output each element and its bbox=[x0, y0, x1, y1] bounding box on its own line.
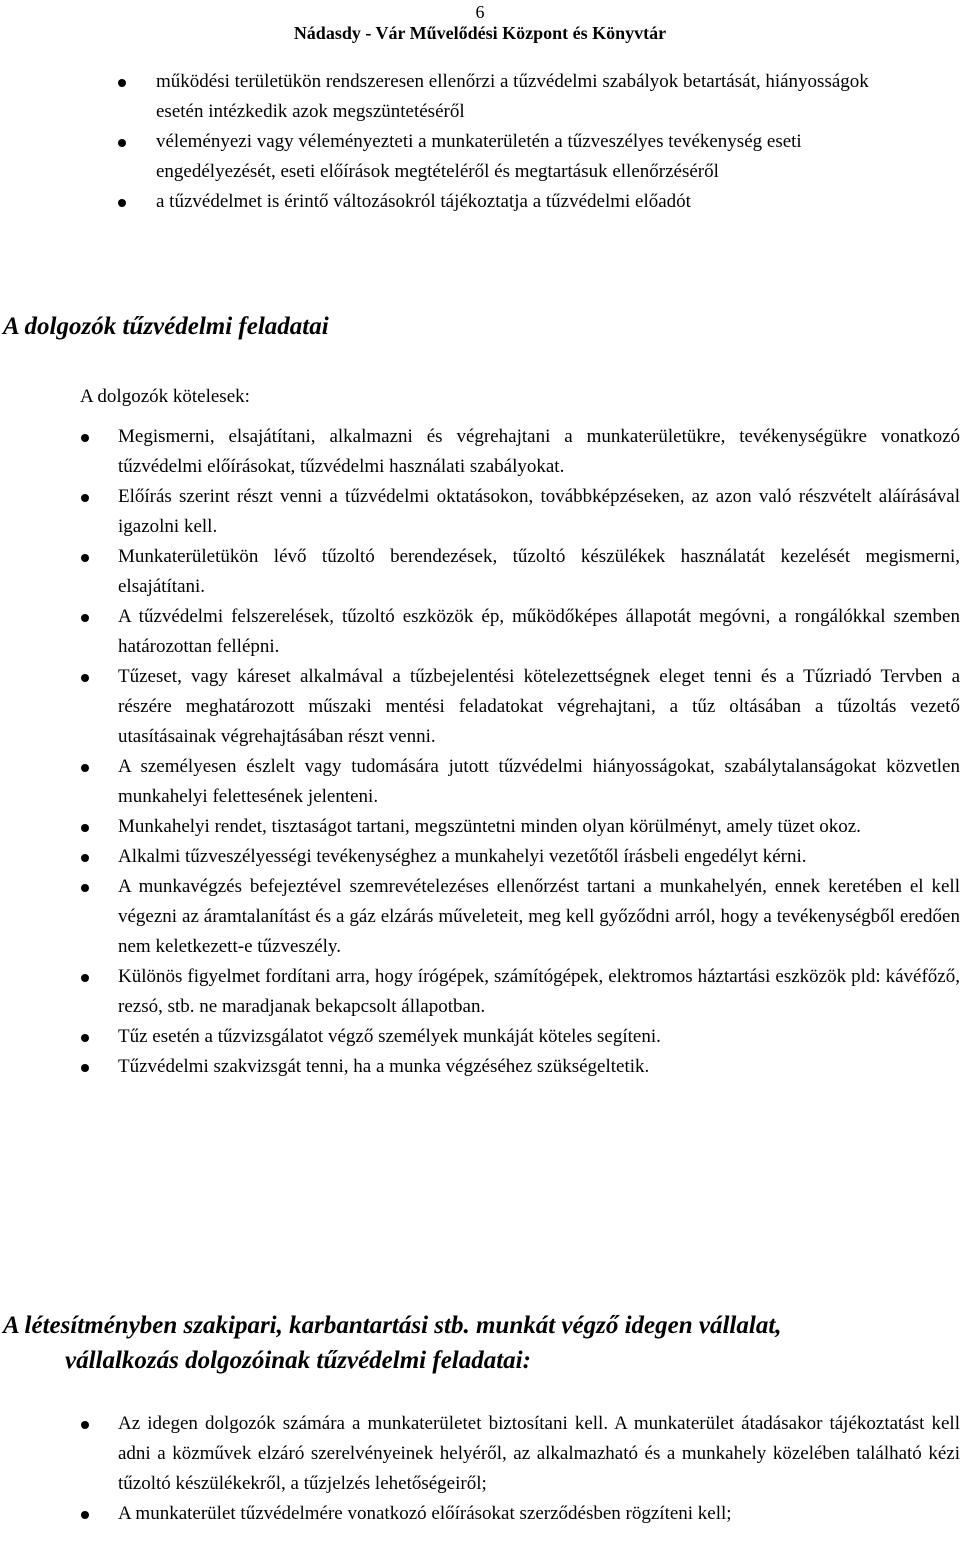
bullet-icon bbox=[81, 1511, 89, 1519]
list-item: Előírás szerint részt venni a tűzvédelmi oktatásokon, továbbképzéseken, az azon való részvételt aláírásával igazolni kell. bbox=[118, 482, 960, 542]
section-title-external bbox=[3, 1308, 933, 1378]
bullet-icon bbox=[81, 824, 89, 832]
list-item: Tűzvédelmi szakvizsgát tenni, ha a munka végzéséhez szükségeltetik. bbox=[118, 1052, 960, 1082]
list-item: Alkalmi tűzveszélyességi tevékenységhez a munkahelyi vezetőtől írásbeli engedélyt kérni. bbox=[118, 842, 960, 872]
section-title-external-line1: A létesítményben szakipari, karbantartási stb. munkát végző idegen vállalat, bbox=[3, 1312, 782, 1339]
bullet-icon bbox=[81, 494, 89, 502]
list-item: véleményezi vagy véleményezteti a munkaterületén a tűzveszélyes tevékenység eseti engedélyezését, eseti előírások megtételéről és megtartásuk ellenőrzéséről bbox=[156, 127, 876, 187]
list-item: A munkavégzés befejeztével szemrevételezéses ellenőrzést tartani a munkahelyén, ennek keretében el kell végezni az áramtalanítást és a gáz elzárás műveleteit, meg kell győződni arról, hogy a tevékenységből eredően nem keletkezett-e tűzveszély. bbox=[118, 872, 960, 962]
organization-name: Nádasdy - Vár Művelődési Központ és Könyvtár bbox=[293, 23, 667, 43]
list-item: Az idegen dolgozók számára a munkaterületet biztosítani kell. A munkaterület átadásakor tájékoztatást kell adni a közművek elzáró szerelvényeinek helyéről, az alkalmazható és a munkahely közelében található kézi tűzoltó készülékekről, a tűzjelzés lehetőségeiről; bbox=[118, 1409, 960, 1499]
list-item: Különös figyelmet fordítani arra, hogy írógépek, számítógépek, elektromos háztartási eszközök pld: kávéfőző, rezsó, stb. ne maradjanak bekapcsolt állapotban. bbox=[118, 962, 960, 1022]
bullet-icon bbox=[81, 674, 89, 682]
list-item: Munkaterületükön lévő tűzoltó berendezések, tűzoltó készülékek használatát kezelését megismerni, elsajátítani. bbox=[118, 542, 960, 602]
external-bullet-list bbox=[118, 1409, 960, 1529]
list-item: Tűz esetén a tűzvizsgálatot végző személyek munkáját köteles segíteni. bbox=[118, 1022, 960, 1052]
list-item: A munkaterület tűzvédelmére vonatkozó előírásokat szerződésben rögzíteni kell; bbox=[118, 1499, 960, 1529]
bullet-icon bbox=[81, 614, 89, 622]
bullet-icon bbox=[81, 1064, 89, 1072]
workers-bullet-list bbox=[118, 422, 960, 1082]
bullet-icon bbox=[81, 434, 89, 442]
bullet-icon bbox=[118, 139, 126, 147]
section-title-workers: A dolgozók tűzvédelmi feladatai bbox=[3, 313, 329, 340]
list-item: Tűzeset, vagy káreset alkalmával a tűzbejelentési kötelezettségnek eleget tenni és a Tűzriadó Tervben a részére meghatározott műszaki mentési feladatokat végrehajtani, a tűz oltásában a tűzoltás vezető utasításainak végrehajtásában részt venni. bbox=[118, 662, 960, 752]
list-item: működési területükön rendszeresen ellenőrzi a tűzvédelmi szabályok betartását, hiányosságok esetén intézkedik azok megszüntetéséről bbox=[156, 67, 876, 127]
section-title-external-line2: vállalkozás dolgozóinak tűzvédelmi feladatai: bbox=[65, 1347, 531, 1374]
list-item: A tűzvédelmi felszerelések, tűzoltó eszközök ép, működőképes állapotát megóvni, a rongálókkal szemben határozottan fellépni. bbox=[118, 602, 960, 662]
workers-intro: A dolgozók kötelesek: bbox=[80, 386, 250, 407]
list-item: Megismerni, elsajátítani, alkalmazni és végrehajtani a munkaterületükre, tevékenységükre vonatkozó tűzvédelmi előírásokat, tűzvédelmi használati szabályokat. bbox=[118, 422, 960, 482]
bullet-icon bbox=[118, 199, 126, 207]
bullet-icon bbox=[81, 854, 89, 862]
bullet-icon bbox=[118, 79, 126, 87]
page-number: 6 bbox=[475, 2, 485, 22]
bullet-icon bbox=[81, 764, 89, 772]
list-item: A személyesen észlelt vagy tudomására jutott tűzvédelmi hiányosságokat, szabálytalanságokat közvetlen munkahelyi felettesének jelenteni. bbox=[118, 752, 960, 812]
page-header bbox=[0, 0, 960, 44]
bullet-icon bbox=[81, 974, 89, 982]
bullet-icon bbox=[81, 1421, 89, 1429]
list-item: Munkahelyi rendet, tisztaságot tartani, megszüntetni minden olyan körülményt, amely tüzet okoz. bbox=[118, 812, 960, 842]
bullet-icon bbox=[81, 884, 89, 892]
top-bullet-list bbox=[156, 67, 876, 217]
list-item: a tűzvédelmet is érintő változásokról tájékoztatja a tűzvédelmi előadót bbox=[156, 187, 876, 217]
bullet-icon bbox=[81, 1034, 89, 1042]
bullet-icon bbox=[81, 554, 89, 562]
